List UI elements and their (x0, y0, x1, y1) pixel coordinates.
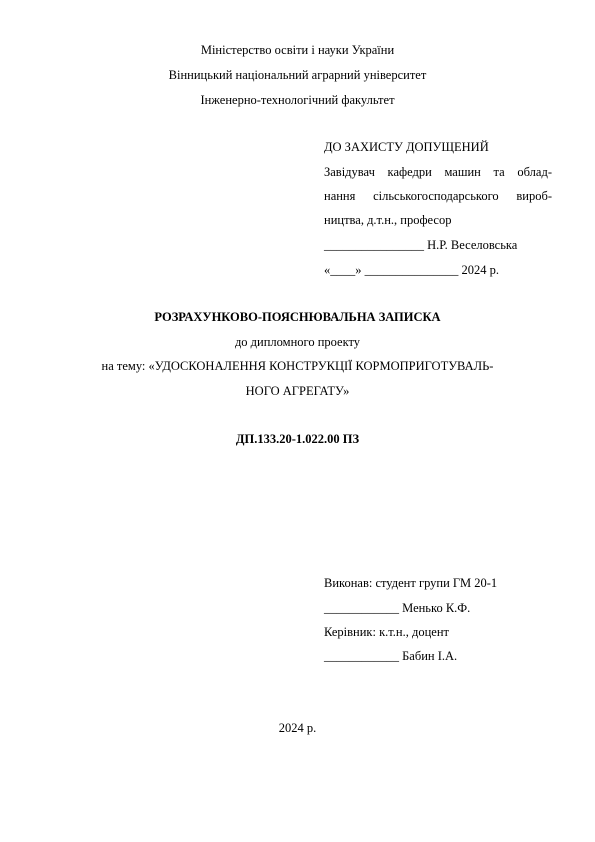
document-subtitle: до дипломного проекту (234, 335, 361, 349)
ministry-name: Міністерство освіти і науки України (200, 43, 395, 57)
footer-year: 2024 р. (278, 721, 317, 735)
approval-title: ДО ЗАХИСТУ ДОПУЩЕНИЙ (324, 140, 489, 154)
performer-label: Виконав: студент групи ГМ 20-1 (324, 576, 498, 590)
approval-line-3: ництва, д.т.н., професор (324, 213, 452, 227)
topic-line-2: НОГО АГРЕГАТУ» (245, 384, 350, 398)
approval-line-2: нання сільськогосподарського вироб- (324, 189, 552, 203)
faculty-name: Інженерно-технологічний факультет (200, 93, 395, 107)
document-title: РОЗРАХУНКОВО-ПОЯСНЮВАЛЬНА ЗАПИСКА (154, 310, 441, 324)
approval-date: «____» _______________ 2024 р. (324, 263, 499, 277)
supervisor-signature: ____________ Бабин І.А. (324, 649, 458, 663)
topic-line-1: на тему: «УДОСКОНАЛЕННЯ КОНСТРУКЦІЇ КОРМОПРИГОТУВАЛЬ- (101, 359, 494, 373)
performer-signature: ____________ Менько К.Ф. (324, 601, 471, 615)
approval-line-1: Завідувач кафедри машин та облад- (324, 165, 552, 179)
document-code: ДП.133.20-1.022.00 ПЗ (235, 432, 360, 446)
supervisor-label: Керівник: к.т.н., доцент (324, 625, 449, 639)
university-name: Вінницький національний аграрний університет (168, 68, 427, 82)
approval-signature: ________________ Н.Р. Веселовська (324, 238, 518, 252)
